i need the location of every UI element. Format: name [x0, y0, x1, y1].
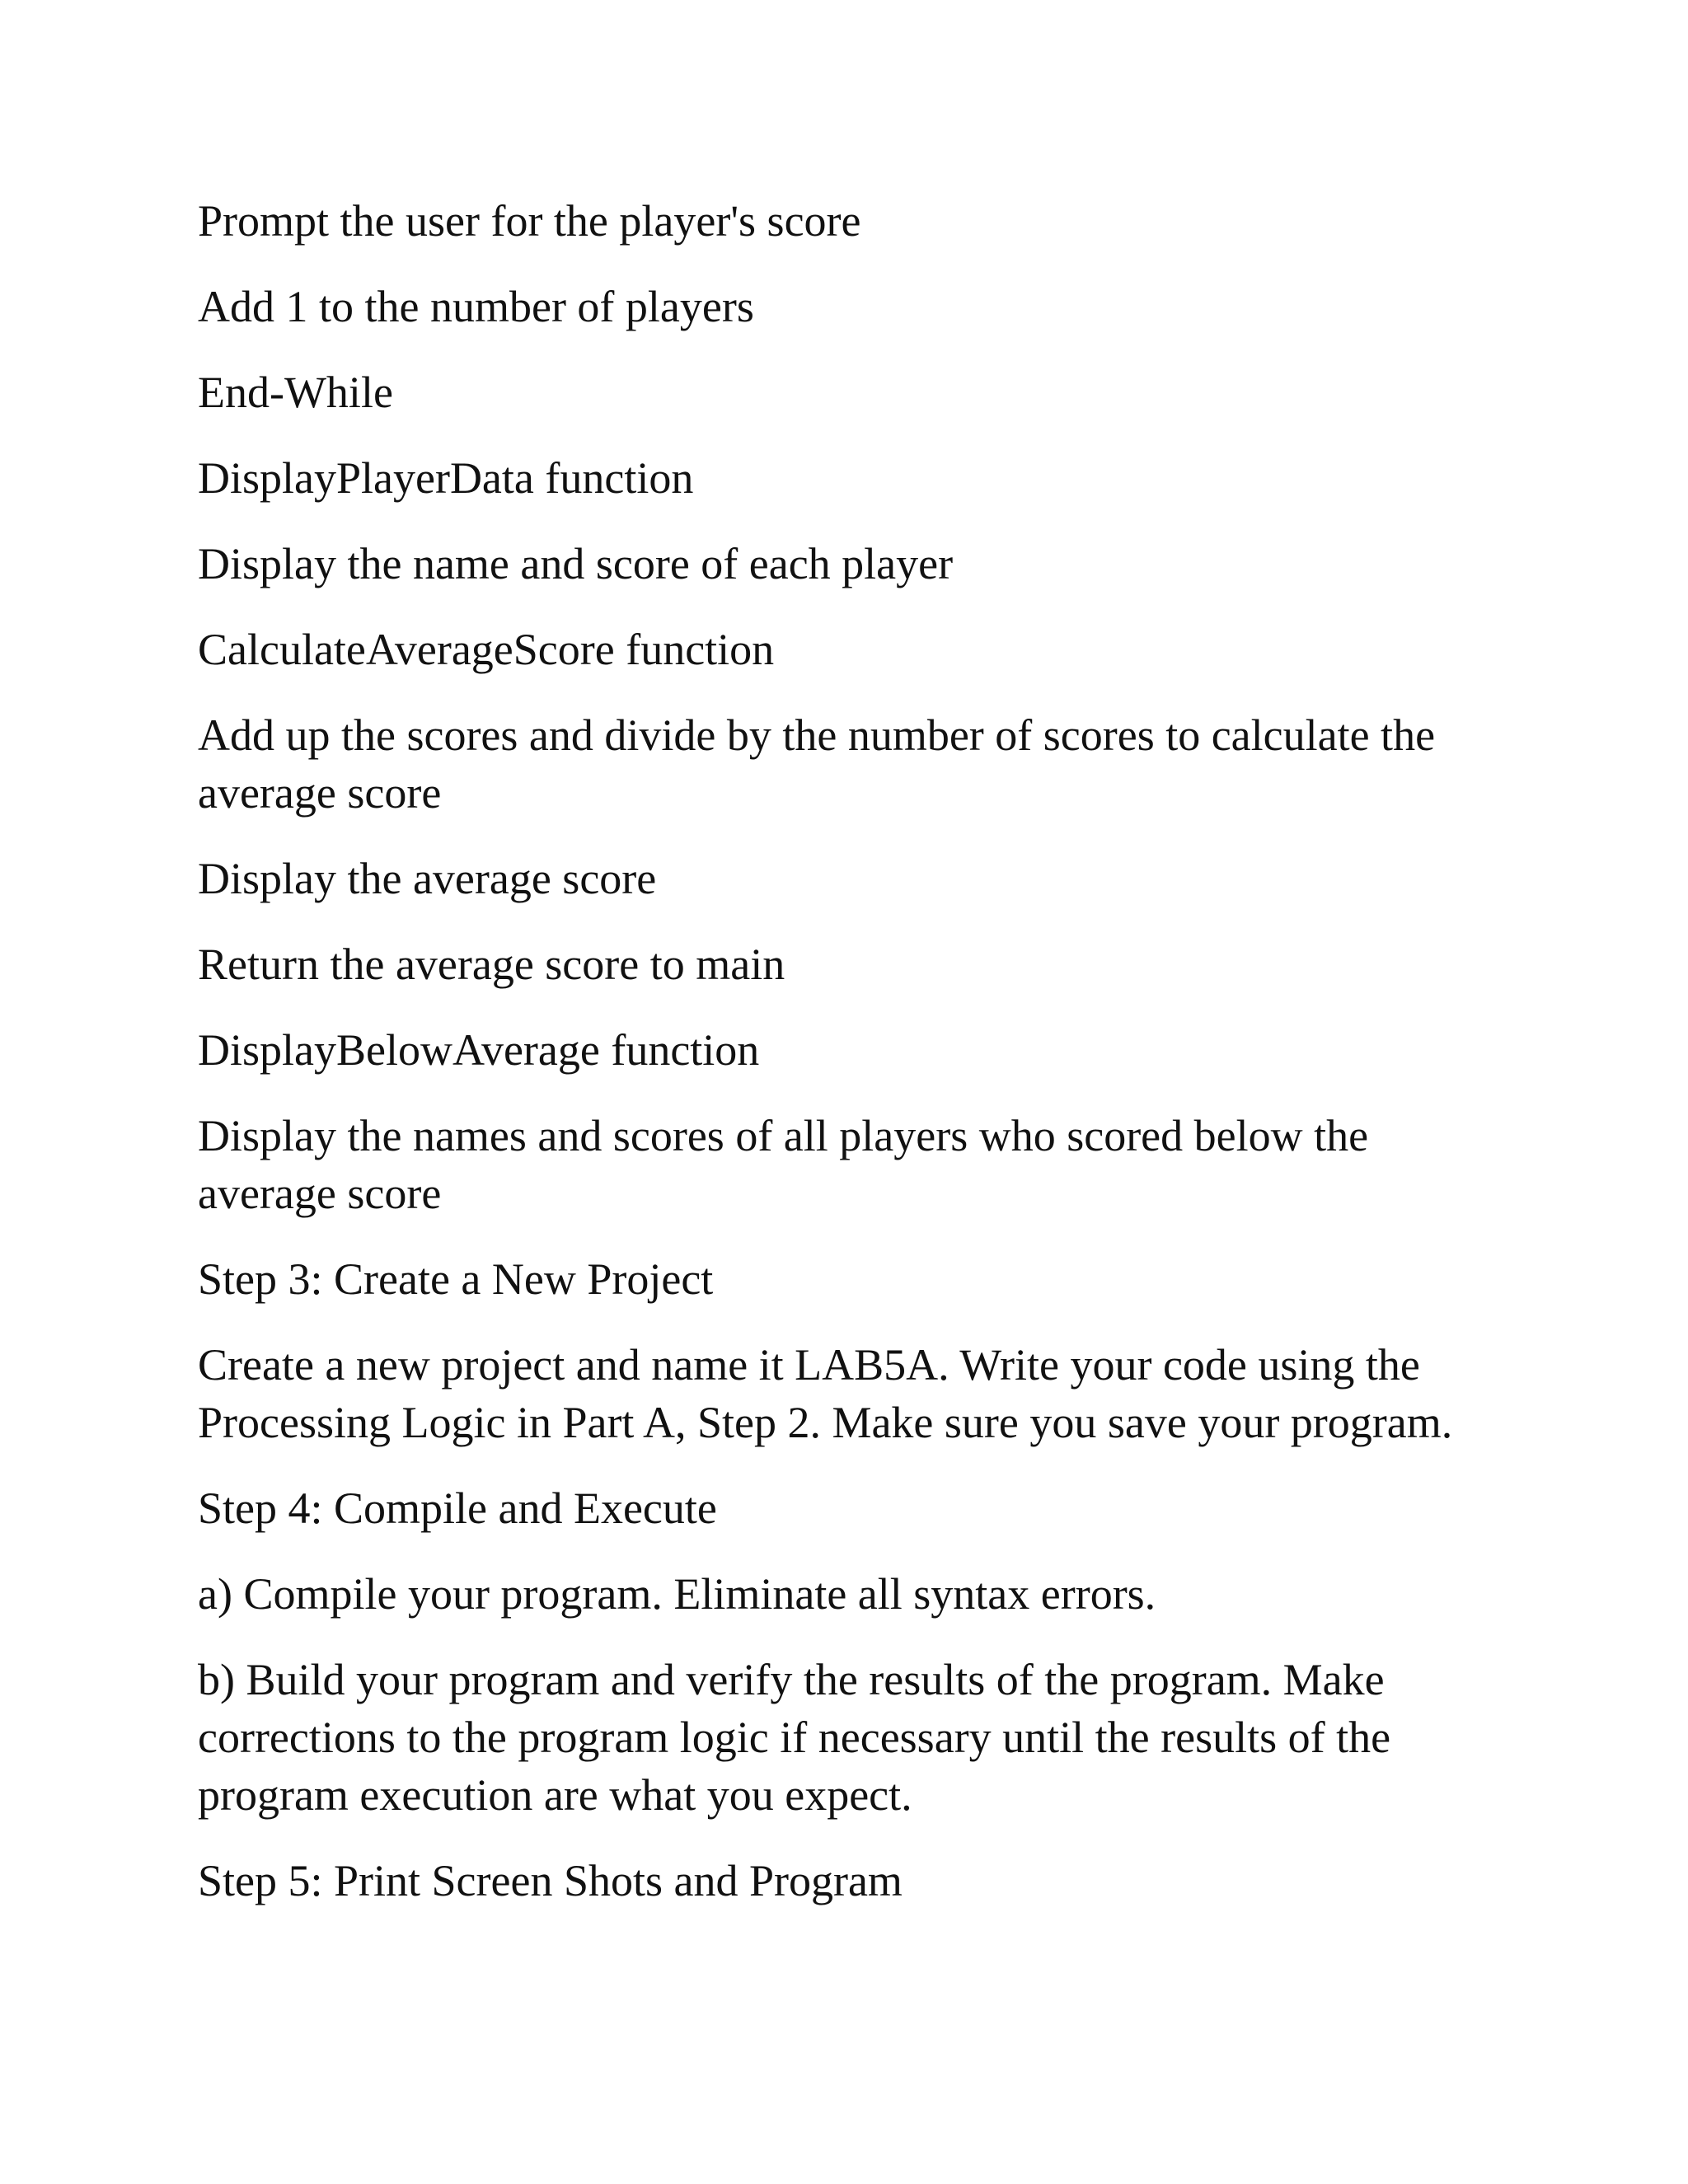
- paragraph-add-up-scores: Add up the scores and divide by the number of scores to calculate the average score: [198, 710, 1436, 818]
- heading-step-3: Step 3: Create a New Project: [198, 1254, 714, 1304]
- paragraph-display-below-average-function: DisplayBelowAverage function: [198, 1025, 760, 1075]
- paragraph-prompt-score: Prompt the user for the player's score: [198, 196, 861, 246]
- heading-step-5: Step 5: Print Screen Shots and Program: [198, 1856, 903, 1905]
- paragraph-create-project: Create a new project and name it LAB5A. Write your code using the Processing Logic in Part A, Step 2. Make sure you save your program.: [198, 1340, 1453, 1447]
- paragraph-end-while: End-While: [198, 368, 393, 417]
- paragraph-display-average: Display the average score: [198, 854, 657, 903]
- paragraph-calculate-average-function: CalculateAverageScore function: [198, 625, 775, 674]
- paragraph-return-average: Return the average score to main: [198, 940, 785, 989]
- document-body: [198, 192, 1500, 1938]
- heading-step-4: Step 4: Compile and Execute: [198, 1483, 717, 1533]
- paragraph-build-program: b) Build your program and verify the results of the program. Make corrections to the program logic if necessary until the results of the program execution are what you expect.: [198, 1655, 1391, 1820]
- paragraph-display-below-average-players: Display the names and scores of all players who scored below the average score: [198, 1111, 1369, 1218]
- paragraph-display-player-data-function: DisplayPlayerData function: [198, 453, 694, 503]
- paragraph-display-name-score: Display the name and score of each player: [198, 539, 954, 588]
- paragraph-compile-program: a) Compile your program. Eliminate all syntax errors.: [198, 1569, 1156, 1619]
- paragraph-add-player: Add 1 to the number of players: [198, 282, 754, 331]
